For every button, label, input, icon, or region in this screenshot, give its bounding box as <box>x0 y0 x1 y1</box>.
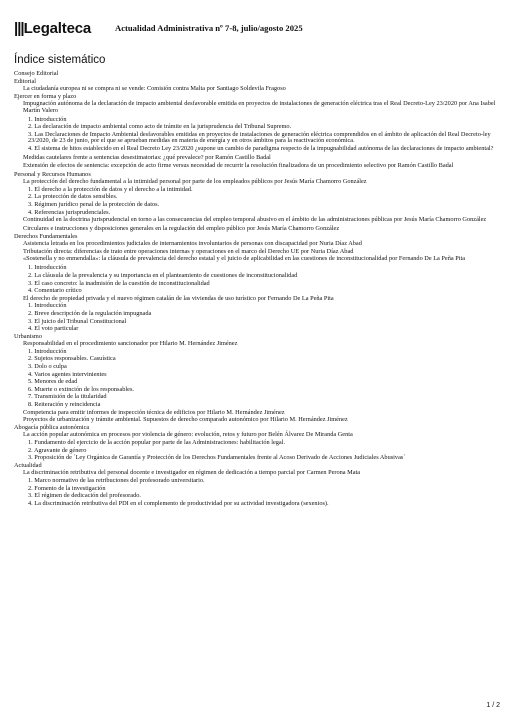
toc-article-link[interactable]: La ciudadanía europea ni se compra ni se vende: Comisión contra Malta por Santiago Soldevila Fragoso <box>23 85 286 93</box>
toc-subsection[interactable]: 2. Fomento de la investigación <box>28 484 106 492</box>
toc-subsection[interactable]: 2. La cláusula de la prevalencia y su importancia en el planteamiento de cuestiones de inconstitucionalidad <box>28 271 298 279</box>
toc-subsection[interactable]: 4. Comentario crítico <box>28 287 82 295</box>
page-header <box>14 20 504 42</box>
toc-subsection[interactable]: 2. Breve descripción de la regulación impugnada <box>28 309 152 317</box>
toc-subsection[interactable]: 4. Varios agentes intervinientes <box>28 370 107 378</box>
toc-article-link[interactable]: Continuidad en la doctrina jurisprudencial en torno a las consecuencias del empleo temporal abusivo en el ámbito de las administraciones públicas por Jesús María Chamorro González <box>23 216 487 224</box>
toc-subsection[interactable]: 8. Reiteración y reincidencia <box>28 401 101 409</box>
toc-subsection[interactable]: 1. Fundamento del ejercicio de la acción popular por parte de las Administraciones: habilitación legal. <box>28 439 286 446</box>
toc-article-link[interactable]: El derecho de propiedad privada y el nuevo régimen catalán de las viviendas de uso turístico por Fernando De La Peña Pita <box>23 294 334 302</box>
toc-subsection[interactable]: 7. Transmisión de la titularidad <box>28 393 107 401</box>
toc-section: Actualidad <box>14 461 42 469</box>
table-of-contents <box>14 70 498 507</box>
toc-subsection[interactable]: 1. Introducción <box>28 347 67 355</box>
toc-article-link[interactable]: «Sostenella y no enmendalla»: la cláusula de prevalencia del derecho estatal y el juicio de aplicabilidad en las cuestiones de inconstitucionalidad por Fernando De La Peña Pita <box>23 255 466 263</box>
toc-subsection[interactable]: 4. Referencias jurisprudenciales. <box>28 208 111 216</box>
toc-subsection[interactable]: 4. La discriminación retributiva del PDI en el complemento de productividad por su actividad investigadora (sexenios). <box>28 499 329 507</box>
toc-subsection[interactable]: 3. Proposición de ´Ley Orgánica de Garantía y Protección de los Derechos Fundamentales frente al Acoso Derivado de Acciones Judiciales Abusivas´ <box>28 454 406 462</box>
toc-subsection[interactable]: 3. Las Declaraciones de Impacto Ambiental desfavorables emitidas en proyectos de instalaciones de generación eléctrica comprendidos en el ámbito de aplicación del Real Decreto-ley 23/2020, de 23 de junio, por el que se aprueban medidas en materia de energía y en otros ámbitos para la reactivación económica. <box>28 130 491 145</box>
toc-subsection[interactable]: 6. Muerte o extinción de los responsables. <box>28 385 134 393</box>
logo-bars-icon: ||| <box>14 20 24 37</box>
toc-subsection[interactable]: 2. La declaración de impacto ambiental como acto de trámite en la jurisprudencia del Tribunal Supremo. <box>28 123 292 131</box>
toc-section: Personal y Recursos Humanos <box>14 170 91 178</box>
toc-subsection[interactable]: 3. Régimen jurídico penal de la protección de datos. <box>28 200 160 208</box>
journal-title: Actualidad Administrativa nº 7-8, julio/agosto 2025 <box>115 23 303 33</box>
toc-section: Consejo Editorial <box>14 70 59 77</box>
toc-subsection[interactable]: 1. El derecho a la protección de datos y el derecho a la intimidad. <box>28 185 193 193</box>
toc-section: Abogacía pública autonómica <box>14 423 90 431</box>
toc-article-link[interactable]: La discriminación retributiva del personal docente e investigador en régimen de dedicación a tiempo parcial por Carmen Perona Mata <box>23 469 361 477</box>
toc-subsection[interactable]: 5. Menores de edad <box>28 378 78 386</box>
page-number: 1 / 2 <box>486 702 500 709</box>
toc-subsection[interactable]: 2. La protección de datos sensibles. <box>28 193 118 201</box>
legalteca-logo <box>14 20 91 37</box>
toc-section: Editorial <box>14 77 37 85</box>
toc-subsection[interactable]: 2. Sujetos responsables. Casuística <box>28 355 116 363</box>
toc-subsection[interactable]: 3. El régimen de dedicación del profesorado. <box>28 492 141 500</box>
toc-section: Derechos Fundamentales <box>14 232 78 240</box>
toc-article-link[interactable]: Tributación directa: diferencias de trato entre operaciones internas y operaciones en el marco del Derecho UE por Nuria Díaz Abad <box>23 247 354 255</box>
toc-subsection[interactable]: 3. Dolo o culpa <box>28 363 67 371</box>
toc-subsection[interactable]: 2. Agravante de género <box>28 446 87 454</box>
toc-article-link[interactable]: Medidas cautelares frente a sentencias desestimatorias: ¿qué prevalece? por Ramón Castillo Badal <box>23 154 271 162</box>
toc-subsection[interactable]: 3. El caso concreto: la inadmisión de la cuestión de inconstitucionalidad <box>28 279 210 287</box>
toc-article-link[interactable]: Circulares e instrucciones y disposiciones generales en la regulación del empleo público por Jesús María Chamorro González <box>23 225 340 233</box>
toc-article-link[interactable]: Impugnación autónoma de la declaración de impacto ambiental desfavorable emitida en proyectos de instalaciones de generación eléctrica tras el Real Decreto-Ley 23/2020 por Ana Isabel Martín Valero <box>23 100 496 114</box>
toc-article-link[interactable]: La acción popular autonómica en procesos por violencia de género: evolución, retos y futuro por Belén Álvarez De Miranda Genta <box>23 431 353 439</box>
toc-subsection[interactable]: 1. Introducción <box>28 115 67 123</box>
toc-subsection[interactable]: 4. El voto particular <box>28 325 79 333</box>
toc-article-link[interactable]: Responsabilidad en el procedimiento sancionador por Hilario M. Hernández Jiménez <box>23 340 238 348</box>
toc-subsection[interactable]: 3. El juicio del Tribunal Constitucional <box>28 317 127 325</box>
logo-text: Legalteca <box>23 20 91 37</box>
toc-subsection[interactable]: 1. Marco normativo de las retribuciones del profesorado universitario. <box>28 476 205 484</box>
toc-article-link[interactable]: Asistencia letrada en los procedimientos judiciales de internamientos involuntarios de personas con discapacidad por Nuria Díaz Abad <box>23 240 362 248</box>
toc-subsection[interactable]: 1. Introducción <box>28 264 67 272</box>
toc-section: Urbanismo <box>14 332 42 340</box>
toc-subsection[interactable]: 1. Introducción <box>28 302 67 310</box>
toc-section: Ejercer en forma y plazo <box>14 92 77 100</box>
page-title: Índice sistemático <box>14 54 106 66</box>
toc-article-link[interactable]: Competencia para emitir informes de inspección técnica de edificios por Hilario M. Hernández Jiménez <box>23 408 285 416</box>
toc-article-link[interactable]: Proyectos de urbanización y trámite ambiental. Supuestos de derecho comparado autonómico por Hilario M. Hernández Jiménez <box>23 416 348 424</box>
toc-article-link[interactable]: La protección del derecho fundamental a la intimidad personal por parte de los empleados públicos por Jesús María Chamorro González <box>23 178 367 186</box>
toc-subsection[interactable]: 4. El sistema de hitos establecido en el Real Decreto Ley 23/2020 ¿supone un cambio de paradigma respecto de la impugnabilidad autónoma de las declaraciones de impacto ambiental? <box>28 145 494 153</box>
toc-article-link[interactable]: Extensión de efectos de sentencia: excepción de acto firme versus necesidad de recurrir la resolución finalizadora de un procedimiento selectivo por Ramón Castillo Badal <box>23 161 454 169</box>
